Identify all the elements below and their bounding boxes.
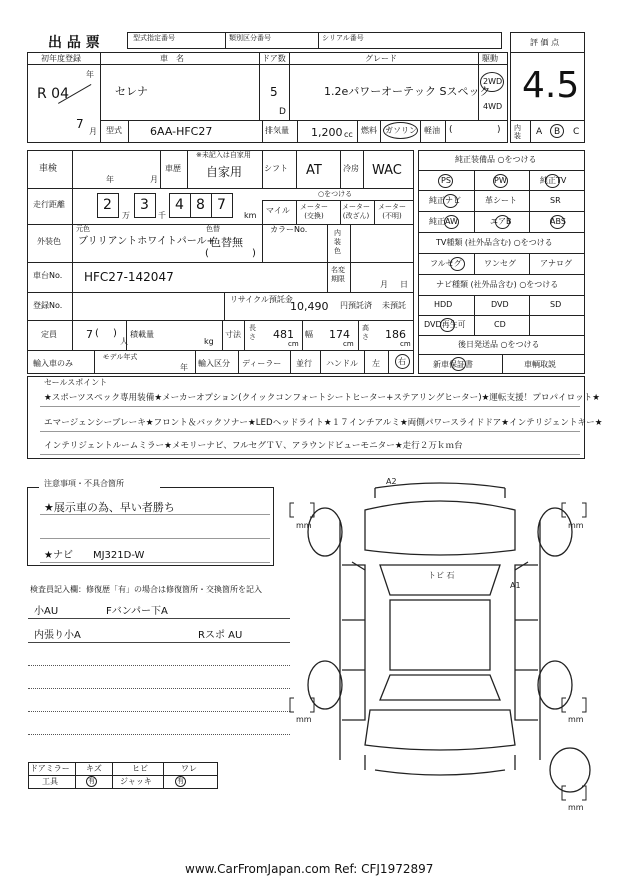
interior-label: 内装 xyxy=(514,124,521,140)
shaken-label: 車検 xyxy=(39,164,58,174)
sales-line: エマージェンシーブレーキ★フロント＆バックソナー★LEDヘッドライト★１７インチアルミ★両側パワースライドドア★インテリジェントキー★ xyxy=(44,418,603,428)
first-reg-month: 7 xyxy=(76,117,84,131)
equip-abs: ABS xyxy=(550,217,566,226)
sheet-title: 出 品 票 xyxy=(48,35,100,51)
car-damage-diagram xyxy=(280,470,600,830)
mileage-digit: 3 xyxy=(140,197,149,213)
mm-unit: mm xyxy=(568,803,584,812)
interior-c: C xyxy=(573,127,580,137)
usage-note: ※未記入は自家用 xyxy=(196,151,251,159)
cm-unit: cm xyxy=(288,340,299,348)
recycle-label: リサイクル預託金 xyxy=(230,295,293,304)
note-line: ★ナビ MJ321D-W xyxy=(44,550,145,561)
kg-unit: kg xyxy=(204,337,214,346)
model-year-mark: 年 xyxy=(180,363,188,372)
navi-dvd: DVD xyxy=(491,300,509,309)
car-name-label: 車 名 xyxy=(160,54,184,63)
cap-label: 定員 xyxy=(41,330,57,339)
mileage-digit: 8 xyxy=(196,197,205,213)
color-change: 色替無 xyxy=(210,236,243,249)
shift-label: シフト xyxy=(264,164,288,173)
tv-analog: アナログ xyxy=(540,259,572,268)
km-unit: km xyxy=(244,211,257,220)
sen-mark: 千 xyxy=(158,211,166,220)
equip-airbag: エアB xyxy=(490,217,512,226)
car-name: セレナ xyxy=(115,85,148,98)
recycle-done: 円預託済 xyxy=(340,301,372,310)
mileage-digit: 2 xyxy=(103,197,112,213)
interior-a: A xyxy=(536,127,543,137)
recycle-not: 未預託 xyxy=(382,301,406,310)
tv-title: TV種類 (社外品含む) ○をつける xyxy=(436,238,553,247)
regno-label: 登録No. xyxy=(33,301,63,310)
import-dealer: ディーラー xyxy=(242,359,282,368)
cc-unit: cc xyxy=(344,130,353,139)
wid-value: 174 xyxy=(329,328,350,341)
grade-label: グレード xyxy=(365,54,397,63)
mileage-digit: 7 xyxy=(217,197,226,213)
mark-chip: トビ 石 xyxy=(428,571,455,580)
navi-hdd: HDD xyxy=(434,300,453,309)
note-line: ★展示車の為、早い者勝ち xyxy=(44,501,175,514)
name-change-label: 名変期限 xyxy=(331,266,345,283)
mm-unit: mm xyxy=(568,521,584,530)
hgt-label: 高さ xyxy=(362,324,369,341)
legend-jack-yes: 有 xyxy=(177,777,184,785)
vin-label: 車台No. xyxy=(33,271,63,280)
vin-value: HFC27-142047 xyxy=(84,270,174,284)
usage-label: 車歴 xyxy=(165,164,181,173)
import-parallel: 並行 xyxy=(296,359,312,368)
navi-cd: CD xyxy=(494,320,506,329)
name-change-day: 日 xyxy=(400,280,408,289)
tv-one: ワンセグ xyxy=(484,259,516,268)
trim-label: 内装色 xyxy=(334,229,341,255)
handle-left: 左 xyxy=(372,359,380,368)
score-value: 4.5 xyxy=(522,65,580,106)
mile-opt: メーター (改ざん) xyxy=(342,203,370,220)
mark-a2: A2 xyxy=(386,477,397,486)
len-label: 長さ xyxy=(249,324,256,341)
model-year-label: モデル年式 xyxy=(102,353,138,361)
ac-value: WAC xyxy=(372,163,402,178)
notes-title: 注意事項・不具合箇所 xyxy=(44,479,124,488)
inspector-line-a: 小AU xyxy=(34,606,59,617)
fuel-diesel: 軽油 xyxy=(424,126,440,135)
legend-jack: ジャッキ xyxy=(120,777,152,786)
usage-value: 自家用 xyxy=(206,165,243,179)
drive-label: 駆動 xyxy=(482,54,498,63)
hgt-value: 186 xyxy=(385,328,406,341)
inspector-line-b: Fバンパー下A xyxy=(106,606,168,617)
mileage-label: 走行距離 xyxy=(33,200,65,209)
mark-a1: A1 xyxy=(510,581,521,590)
cap-paren-close: ) xyxy=(113,328,117,339)
legend-mirror: ドアミラー xyxy=(30,764,70,773)
footer-ref: www.CarFromJapan.com Ref: CFJ1972897 xyxy=(185,862,434,876)
equip-sr: SR xyxy=(550,196,561,205)
shift-value: AT xyxy=(306,163,322,178)
inspector-line-b: Rスポ AU xyxy=(198,630,243,641)
fuel-label: 燃料 xyxy=(361,126,377,135)
legend-scratch: キズ xyxy=(86,764,102,773)
score-label: 評 価 点 xyxy=(530,38,560,47)
wid-label: 幅 xyxy=(305,330,313,339)
mile-opt: メーター (交換) xyxy=(300,203,328,220)
equip-navi: 純正ナビ xyxy=(429,196,461,205)
equip-tv: 純正TV xyxy=(540,176,567,185)
mileage-digit: 4 xyxy=(175,197,184,213)
docs-title: 後日発送品 ○をつける xyxy=(458,340,540,349)
class-label: 類別区分番号 xyxy=(229,34,271,42)
fuel-paren-open: ( xyxy=(449,125,453,135)
legend-break: ワレ xyxy=(181,764,197,773)
shaken-year-mark: 年 xyxy=(106,175,114,184)
header-numbers-box xyxy=(127,32,502,49)
ac-label: 冷房 xyxy=(343,164,359,173)
cap-paren-open: ( xyxy=(95,328,99,339)
handle-label: ハンドル xyxy=(326,359,358,368)
sales-title: セールスポイント xyxy=(44,378,108,387)
len-value: 481 xyxy=(273,328,294,341)
orig-color: ブリリアントホワイトパール+ xyxy=(78,236,215,247)
displacement-value: 1,200 xyxy=(311,126,343,139)
mm-unit: mm xyxy=(296,715,312,724)
equip-title: 純正装備品 ○をつける xyxy=(455,155,537,164)
mm-unit: mm xyxy=(296,521,312,530)
import-label: 輸入車のみ xyxy=(33,359,73,368)
recycle-amount: 10,490 xyxy=(290,300,329,313)
tv-full: フルセグ xyxy=(430,259,462,268)
mile-hint: ○をつける xyxy=(318,190,353,198)
fuel-gas: ガソリン xyxy=(385,126,417,135)
inspector-title: 検査員記入欄：修復歴「有」の場合は修復箇所・交換箇所を記入 xyxy=(30,585,262,594)
man-mark: 万 xyxy=(122,211,130,220)
navi-sd: SD xyxy=(550,300,562,309)
mm-unit: mm xyxy=(568,715,584,724)
dim-label: 寸法 xyxy=(225,330,241,339)
equip-aw: 純正AW xyxy=(429,217,458,226)
cm-unit: cm xyxy=(400,340,411,348)
fuel-paren-close: ) xyxy=(497,125,501,135)
first-reg-era: R 04 xyxy=(37,86,69,102)
model-value: 6AA-HFC27 xyxy=(150,125,213,138)
navi-title: ナビ種類 (社外品含む) ○をつける xyxy=(436,280,559,289)
shaken-month-mark: 月 xyxy=(150,175,158,184)
sales-line: ★スポーツスペック専用装備★メーカーオプション(クイックコンフォートシートヒーター+ステアリングヒーター)★運転支援！プロパイロット★ xyxy=(44,393,600,403)
color-change-label: 色替 xyxy=(206,225,220,233)
load-label: 積載量 xyxy=(130,330,154,339)
drive-4wd: 4WD xyxy=(483,102,503,111)
grade-value: 1.2eパワーオーテック Sスペック xyxy=(324,85,491,98)
color-paren-open: ( xyxy=(205,248,209,259)
first-reg-label: 初年度登録 xyxy=(41,54,81,63)
color-paren-close: ) xyxy=(252,248,256,259)
cap-value: 7 xyxy=(86,328,93,341)
interior-b: B xyxy=(554,127,561,137)
type-cert-label: 型式指定番号 xyxy=(133,34,175,42)
docs-warranty: 新車保証書 xyxy=(433,360,473,369)
doors-value: 5 xyxy=(270,85,278,99)
sales-line: インテリジェントルームミラー★メモリーナビ、フルセグＴＶ、アラウンドビューモニター★走行２万ｋｍ台 xyxy=(44,441,463,451)
month-mark: 月 xyxy=(89,127,97,136)
serial-label: シリアル番号 xyxy=(322,34,364,42)
year-mark: 年 xyxy=(86,70,94,79)
cap-unit: 人 xyxy=(120,337,128,346)
cm-unit: cm xyxy=(343,340,354,348)
docs-manual: 車輌取説 xyxy=(524,360,556,369)
equip-pw: PW xyxy=(494,176,507,185)
door-type: D xyxy=(279,107,286,117)
doors-label: ドア数 xyxy=(262,54,286,63)
legend-crack: ヒビ xyxy=(132,764,148,773)
equip-ps: PS xyxy=(441,176,451,185)
inspector-line-a: 内張り小A xyxy=(34,630,81,641)
mile-opt: マイル xyxy=(266,206,290,215)
name-change-month: 月 xyxy=(380,280,388,289)
navi-dvd-play: DVD再生可 xyxy=(424,320,466,329)
legend-tools: 工具 xyxy=(42,777,58,786)
legend-tools-yes: 有 xyxy=(88,777,95,785)
equip-leather: 革シート xyxy=(485,196,517,205)
import-class-label: 輸入区分 xyxy=(198,359,230,368)
color-no-label: カラーNo. xyxy=(270,225,308,234)
displacement-label: 排気量 xyxy=(265,126,289,135)
mile-opt: メーター (不明) xyxy=(378,203,406,220)
model-label: 型式 xyxy=(106,126,122,135)
orig-color-label: 元色 xyxy=(76,225,90,233)
color-label: 外装色 xyxy=(37,237,61,246)
drive-2wd: 2WD xyxy=(483,77,503,86)
handle-right: 右 xyxy=(398,357,406,366)
